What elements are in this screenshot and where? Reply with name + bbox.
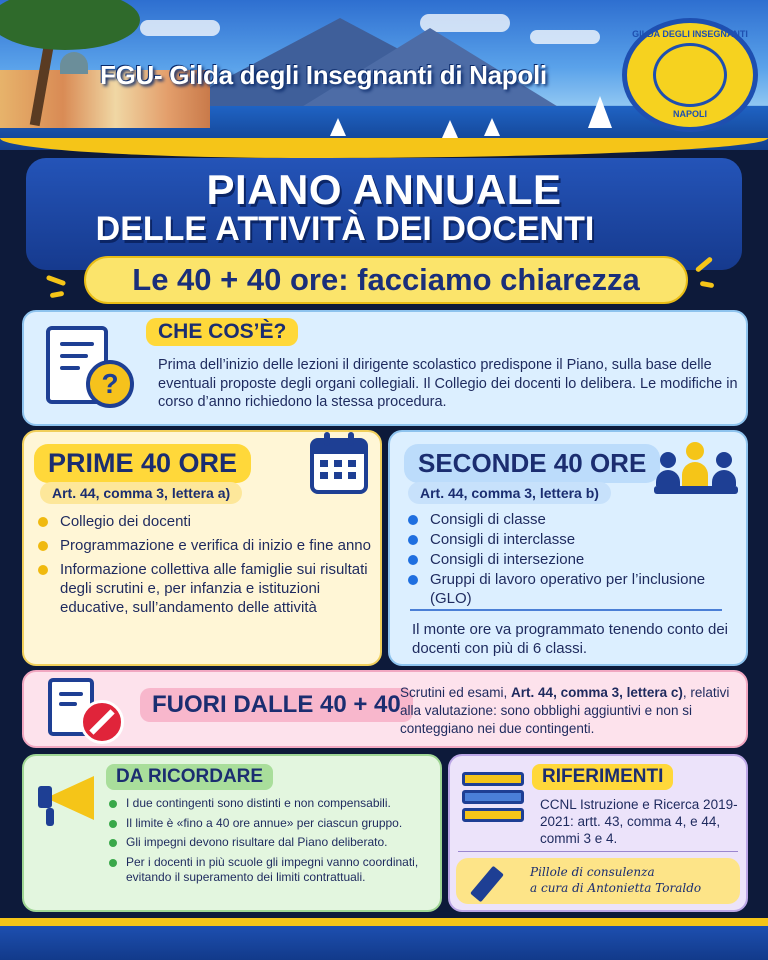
list-item xyxy=(108,835,434,851)
prime-ref: Art. 44, comma 3, lettera a) xyxy=(40,482,242,504)
prime-title: PRIME 40 ORE xyxy=(34,444,251,483)
seconde-list xyxy=(406,510,742,609)
megaphone-icon xyxy=(38,772,102,826)
person-head xyxy=(660,452,676,468)
main-title-line2: DELLE ATTIVITÀ DEI DOCENTI xyxy=(95,210,595,248)
list-item-text: Collegio dei docenti xyxy=(60,513,191,530)
spark-icon xyxy=(50,291,65,298)
meeting-people-icon xyxy=(654,438,738,496)
riferimenti-text: CCNL Istruzione e Ricerca 2019-2021: artt. 43, comma 4, e 44, commi 3 e 4. xyxy=(540,797,738,846)
credit-line1: Pillole di consulenza xyxy=(530,865,655,879)
megaphone-back xyxy=(38,786,52,808)
bullet-dot xyxy=(408,535,418,545)
ricordare-list xyxy=(108,796,434,890)
bullet-dot xyxy=(38,565,48,575)
calendar-header xyxy=(314,442,364,454)
list-item-text: Per i docenti in più scuole gli impegni vanno coordinati, evitando il superamento dei limiti contrattuali. xyxy=(126,854,419,884)
main-title-line1: PIANO ANNUALE xyxy=(206,166,562,213)
list-item-text: Consigli di intersezione xyxy=(430,551,585,568)
doc-line xyxy=(60,366,80,370)
doc-line xyxy=(59,702,77,706)
calendar-cell xyxy=(348,460,356,467)
calendar-ring xyxy=(324,432,330,446)
list-item-text: Programmazione e verifica di inizio e fine anno xyxy=(60,537,371,554)
sailboat-icon xyxy=(588,96,612,128)
list-item xyxy=(108,855,434,886)
fuori-text-post: , relativi alla valutazione: sono obblighi aggiuntivi e non si conteggiano nei due contingenti. xyxy=(400,685,730,736)
list-item xyxy=(108,796,434,812)
calendar-cell xyxy=(334,460,342,467)
person-body xyxy=(682,462,708,486)
calendar-cell xyxy=(348,472,356,479)
calendar-icon xyxy=(310,438,368,494)
question-icon: ? xyxy=(86,360,134,408)
credit-text xyxy=(530,864,740,896)
list-item-text: Gli impegni devono risultare dal Piano deliberato. xyxy=(126,835,388,849)
bullet-dot xyxy=(38,517,48,527)
sailboat-icon xyxy=(330,118,346,136)
bullet-dot xyxy=(408,515,418,525)
sailboat-icon xyxy=(442,120,458,138)
books-icon xyxy=(462,770,526,834)
list-item xyxy=(36,512,376,531)
calendar-cell xyxy=(320,460,328,467)
spark-icon xyxy=(46,275,67,287)
fuori-title: FUORI DALLE 40 + 40 xyxy=(140,688,413,722)
person-body xyxy=(712,470,736,486)
divider xyxy=(410,609,722,611)
list-item-text: Consigli di interclasse xyxy=(430,531,576,548)
person-head xyxy=(686,442,704,460)
pine-tree-crown xyxy=(0,0,140,50)
bullet-dot xyxy=(408,555,418,565)
book xyxy=(462,772,524,786)
spark-icon xyxy=(700,281,715,288)
prime-list xyxy=(36,512,376,622)
bullet-dot xyxy=(109,820,117,828)
calendar-cell xyxy=(334,472,342,479)
sailboat-icon xyxy=(484,118,500,136)
list-item xyxy=(36,560,376,617)
list-item-text: Gruppi di lavoro operativo per l’inclusione (GLO) xyxy=(430,571,706,607)
bullet-dot xyxy=(109,839,117,847)
bullet-dot xyxy=(38,541,48,551)
fuori-text-bold: Art. 44, comma 3, lettera c) xyxy=(511,685,683,700)
table-bar xyxy=(654,486,738,494)
list-item-text: I due contingenti sono distinti e non compensabili. xyxy=(126,796,391,810)
prohibited-icon xyxy=(80,700,124,744)
credit-line2: a cura di Antonietta Toraldo xyxy=(530,881,702,895)
seconde-ref: Art. 44, comma 3, lettera b) xyxy=(408,482,611,504)
yellow-swoosh xyxy=(0,138,768,158)
book xyxy=(462,790,524,804)
list-item-text: Il limite è «fino a 40 ore annue» per ciascun gruppo. xyxy=(126,815,403,830)
person-head xyxy=(716,452,732,468)
calendar-ring xyxy=(348,432,354,446)
riferimenti-title: RIFERIMENTI xyxy=(532,764,673,790)
fuori-text-pre: Scrutini ed esami, xyxy=(400,685,512,700)
calendar-cell xyxy=(320,472,328,479)
list-item-text: Informazione collettiva alle famiglie sui risultati degli scrutini e, per infanzia e istituzioni educative, sull’andamento delle attività xyxy=(60,561,368,616)
fuori-text xyxy=(400,684,746,738)
megaphone-handle xyxy=(46,808,54,826)
bullet-dot xyxy=(408,575,418,585)
logo-text-top: GILDA DEGLI INSEGNANTI xyxy=(632,29,748,39)
list-item xyxy=(406,550,742,569)
divider xyxy=(458,851,738,852)
what-title: CHE COS’È? xyxy=(146,318,298,346)
book xyxy=(462,808,524,822)
bullet-dot xyxy=(109,859,117,867)
list-item-text: Consigli di classe xyxy=(430,511,546,528)
header-title: FGU- Gilda degli Insegnanti di Napoli xyxy=(100,60,547,90)
seconde-note: Il monte ore va programmato tenendo conto dei docenti con più di 6 classi. xyxy=(412,621,729,657)
bullet-dot xyxy=(109,800,117,808)
list-item xyxy=(36,536,376,555)
footer-band xyxy=(0,918,768,960)
logo-text-bottom: NAPOLI xyxy=(672,109,707,119)
doc-line xyxy=(59,692,83,696)
list-item xyxy=(406,510,742,529)
doc-line xyxy=(60,342,94,346)
ricordare-title: DA RICORDARE xyxy=(106,764,273,790)
list-item xyxy=(406,530,742,549)
gilda-logo xyxy=(622,18,758,132)
subtitle: Le 40 + 40 ore: facciamo chiarezza xyxy=(132,262,640,297)
doc-line xyxy=(60,354,88,358)
seconde-title: SECONDE 40 ORE xyxy=(404,444,660,483)
list-item xyxy=(406,570,742,608)
person-body xyxy=(656,470,680,486)
list-item xyxy=(108,816,434,832)
what-text: Prima dell’inizio delle lezioni il dirigente scolastico predispone il Piano, sulla base delle eventuali proposte degli organi collegiali. Il Collegio dei docenti lo delibera. Le modifiche in corso d’anno richiedono la stessa procedura. xyxy=(158,357,738,410)
